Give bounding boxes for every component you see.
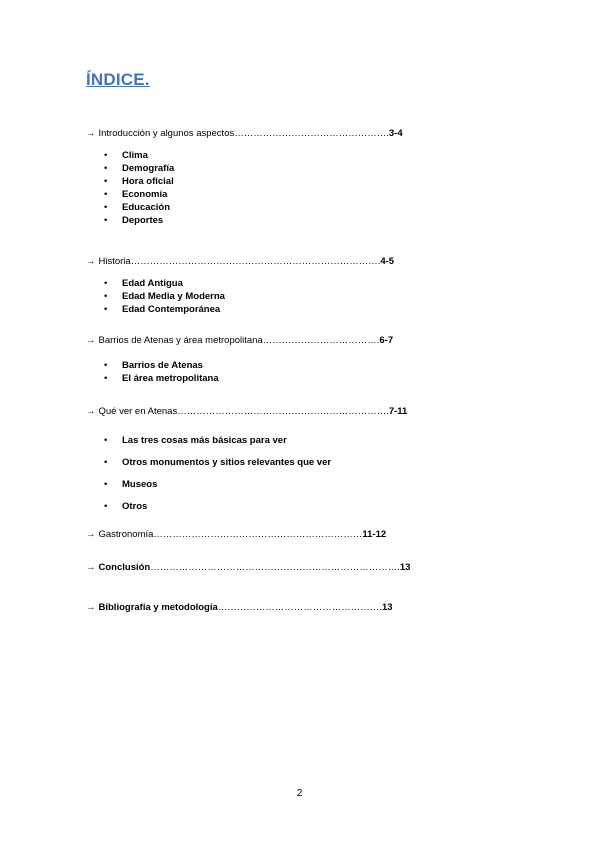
toc-leader-dots: ……………………………………………………………………. xyxy=(150,562,400,573)
list-item[interactable]: • Edad Media y Moderna xyxy=(104,291,225,302)
bullet-icon: • xyxy=(104,291,108,302)
toc-entry-label: Bibliografía y metodología xyxy=(98,602,218,613)
toc-leader-dots: …………………………………………. xyxy=(234,128,389,139)
bullet-icon: • xyxy=(104,373,108,384)
toc-sublist-introduccion xyxy=(104,149,174,227)
bullet-icon: • xyxy=(104,176,108,187)
toc-entry-label: Historia xyxy=(98,256,131,267)
bullet-icon: • xyxy=(104,304,108,315)
bullet-icon: • xyxy=(104,189,108,200)
arrow-icon: → xyxy=(86,602,96,613)
toc-entry-que-ver[interactable] xyxy=(86,406,407,418)
bullet-icon: • xyxy=(104,360,108,371)
toc-page-range: 13 xyxy=(399,562,411,573)
toc-entry-label: Barrios de Atenas y área metropolitana xyxy=(98,335,263,346)
list-item[interactable]: • Otros xyxy=(104,496,331,518)
toc-entry-label: Gastronomía xyxy=(98,529,154,540)
arrow-icon: → xyxy=(86,406,96,417)
toc-entry-conclusion[interactable] xyxy=(86,562,410,574)
toc-entry-label: Qué ver en Atenas xyxy=(98,406,178,417)
toc-entry-historia[interactable] xyxy=(86,256,394,268)
bullet-icon: • xyxy=(104,457,108,468)
bullet-icon: • xyxy=(104,501,108,512)
toc-entry-introduccion[interactable] xyxy=(86,128,403,140)
list-item[interactable]: • Barrios de Atenas xyxy=(104,360,203,371)
list-item[interactable]: • Las tres cosas más básicas para ver xyxy=(104,430,331,452)
list-item[interactable]: • Hora oficial xyxy=(104,176,174,187)
toc-leader-dots: ………………………………………………………… xyxy=(153,529,363,540)
list-item[interactable]: • Educación xyxy=(104,202,171,213)
list-item[interactable]: • Edad Antigua xyxy=(104,278,183,289)
index-title: ÍNDICE. xyxy=(86,70,150,89)
toc-entry-label: Conclusión xyxy=(98,562,151,573)
toc-leader-dots: ………………………………. xyxy=(262,335,380,346)
toc-leader-dots: …………………………………………………………. xyxy=(177,406,389,417)
arrow-icon: → xyxy=(86,529,96,540)
toc-sublist-historia xyxy=(104,277,225,316)
toc-leader-dots: ……………………………………………. xyxy=(217,602,382,613)
list-item[interactable]: • Edad Contemporánea xyxy=(104,304,221,315)
arrow-icon: → xyxy=(86,256,96,267)
toc-entry-label: Introducción y algunos aspectos xyxy=(98,128,235,139)
toc-entry-barrios[interactable] xyxy=(86,335,393,347)
toc-page-range: 13 xyxy=(381,602,393,613)
toc-sublist-que-ver xyxy=(104,430,331,518)
toc-leader-dots: ……………………………………………………………………. xyxy=(130,256,381,267)
bullet-icon: • xyxy=(104,278,108,289)
arrow-icon: → xyxy=(86,562,96,573)
bullet-icon: • xyxy=(104,215,108,226)
bullet-icon: • xyxy=(104,150,108,161)
toc-page-range: 4-5 xyxy=(380,256,395,267)
arrow-icon: → xyxy=(86,128,96,139)
toc-sublist-barrios xyxy=(104,359,219,385)
arrow-icon: → xyxy=(86,335,96,346)
toc-page-range: 11-12 xyxy=(362,529,387,540)
list-item[interactable]: • Deportes xyxy=(104,215,164,226)
list-item[interactable]: • Museos xyxy=(104,474,331,496)
list-item[interactable]: • El área metropolitana xyxy=(104,373,219,384)
list-item[interactable]: • Otros monumentos y sitios relevantes que ver xyxy=(104,452,331,474)
list-item[interactable]: • Demografía xyxy=(104,163,175,174)
toc-page-range: 6-7 xyxy=(379,335,394,346)
bullet-icon: • xyxy=(104,435,108,446)
list-item[interactable]: • Clima xyxy=(104,150,148,161)
page-number: 2 xyxy=(296,788,303,799)
bullet-icon: • xyxy=(104,163,108,174)
toc-entry-gastronomia[interactable] xyxy=(86,529,386,541)
toc-page-range: 7-11 xyxy=(388,406,408,417)
bullet-icon: • xyxy=(104,202,108,213)
list-item[interactable]: • Economía xyxy=(104,189,168,200)
toc-entry-bibliografia[interactable] xyxy=(86,602,393,614)
bullet-icon: • xyxy=(104,479,108,490)
toc-page-range: 3-4 xyxy=(388,128,403,139)
